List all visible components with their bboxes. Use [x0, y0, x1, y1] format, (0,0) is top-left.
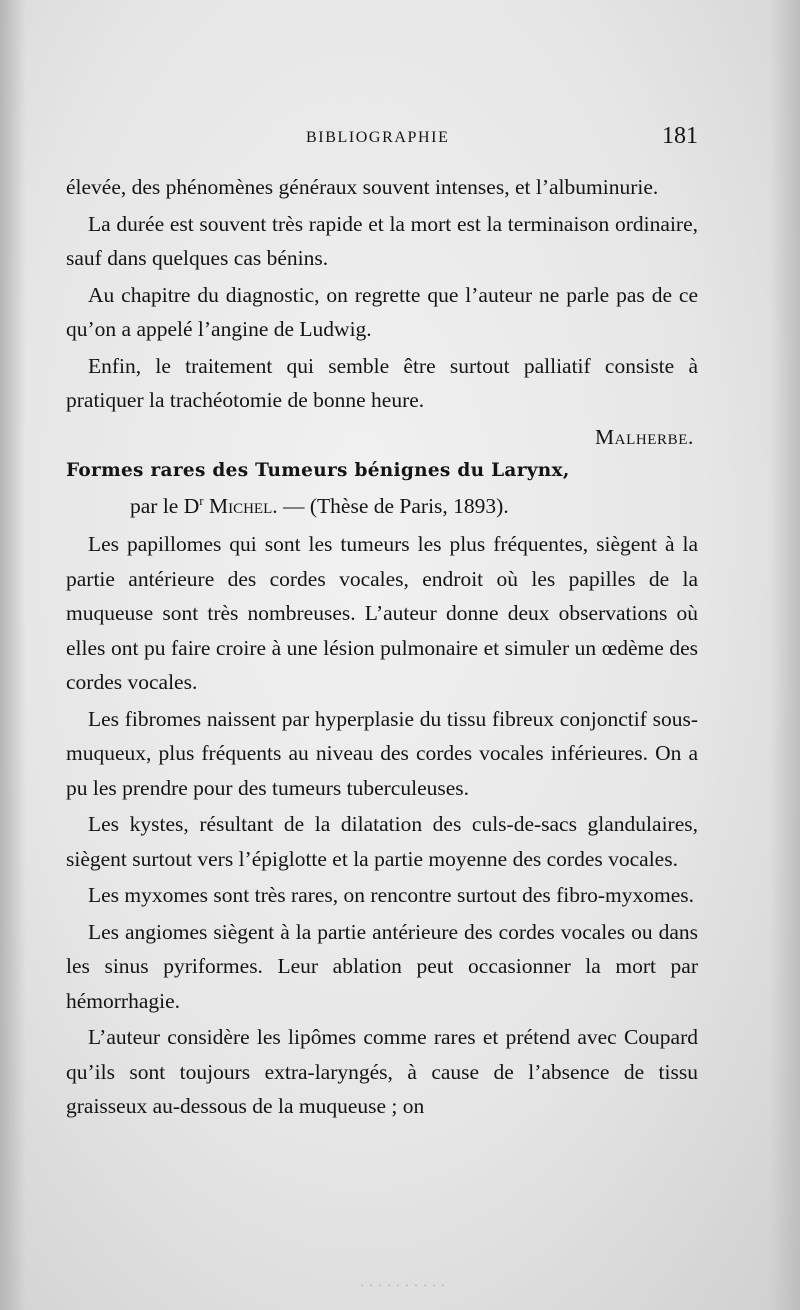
paragraph-continued: élevée, des phénomènes généraux souvent intenses, et l’albuminurie. [66, 175, 659, 199]
page-header [66, 123, 698, 157]
paragraph: La durée est souvent très rapide et la mort est la terminaison ordinaire, sauf dans quelques cas bénins. [66, 211, 698, 270]
paragraph-fibromes: Les fibromes naissent par hyperplasie du tissu fibreux conjonctif sous-muqueux, plus fréquents au niveau des cordes vocales inférieures. On a pu les prendre pour des tumeurs tuberculeuses. [66, 706, 698, 800]
page-number: 181 [662, 123, 698, 149]
paragraph-lipomes: L’auteur considère les lipômes comme rares et prétend avec Coupard qu’ils sont toujours extra-laryngés, à cause de l’absence de tissu graisseux au-dessous de la muqueuse ; on [66, 1025, 698, 1118]
paragraph-kystes: Les kystes, résultant de la dilatation des culs-de-sacs glandulaires, siègent surtout vers l’épiglotte et la partie moyenne des cordes vocales. [66, 812, 698, 871]
page-edge-shadow [770, 0, 800, 1310]
page-body [66, 170, 698, 1126]
page-gutter-shadow [0, 0, 26, 1310]
footer-ornament: · · · · · · · · · · [360, 1278, 446, 1292]
review-signature: Malherbe. [594, 424, 694, 449]
paragraph: Au chapitre du diagnostic, on regrette que l’auteur ne parle pas de ce qu’on a appelé l’angine de Ludwig. [66, 282, 698, 341]
paragraph-angiomes: Les angiomes siègent à la partie antérieure des cordes vocales ou dans les sinus pyriformes. Leur ablation peut occasionner la mort par hémorrhagie. [66, 919, 698, 1013]
running-head: BIBLIOGRAPHIE [306, 129, 450, 146]
paragraph-myxomes: Les myxomes sont très rares, on rencontre surtout des fibro-myxomes. [88, 883, 695, 907]
byline-author: Michel. [208, 493, 278, 518]
paragraph-papillomes: Les papillomes qui sont les tumeurs les plus fréquentes, siègent à la partie antérieure des cordes vocales, endroit où les papilles de la muqueuse sont très nombreuses. L’auteur donne deux observations où elles ont pu faire croire à une lésion pulmonaire et simuler un œdème des cordes vocales. [66, 532, 698, 694]
byline-prefix: par le D [130, 493, 200, 518]
paragraph: Enfin, le traitement qui semble être surtout palliatif consiste à pratiquer la trachéotomie de bonne heure. [66, 353, 698, 412]
byline-source: — (Thèse de Paris, 1893). [283, 493, 509, 518]
byline-superscript: r [199, 492, 204, 508]
section-byline [66, 489, 698, 524]
section-title: Formes rares des Tumeurs bénignes du Larynx, [66, 460, 570, 481]
